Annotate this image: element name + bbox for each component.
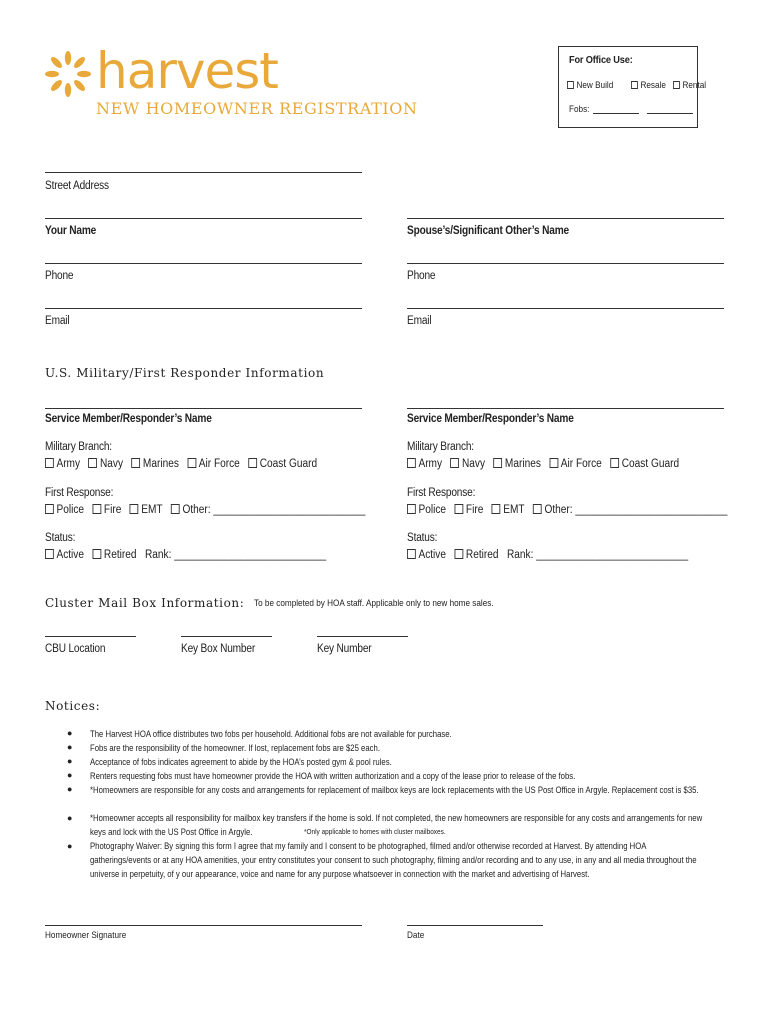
harvest-logo-icon — [44, 50, 92, 98]
homeowner-signature-field[interactable] — [45, 925, 362, 926]
homeowner-signature-label: Homeowner Signature — [45, 930, 127, 941]
office-use-box — [558, 46, 707, 128]
phone-field-left[interactable] — [45, 263, 362, 264]
cbu-location-field[interactable] — [45, 636, 136, 637]
service-member-name-field-left[interactable] — [45, 408, 362, 409]
key-number-label: Key Number — [317, 643, 372, 655]
email-label-right: Email — [407, 315, 432, 327]
brand-name: harvest — [96, 42, 278, 100]
form-title: NEW HOMEOWNER REGISTRATION — [96, 99, 418, 118]
military-heading: U.S. Military/First Responder Information — [45, 366, 325, 380]
option-rental[interactable]: Rental — [673, 80, 706, 91]
service-member-name-label-right: Service Member/Responder’s Name — [407, 413, 574, 425]
option-resale[interactable]: Resale — [631, 80, 666, 91]
branch-options-left — [45, 458, 317, 470]
your-name-field[interactable] — [45, 218, 362, 219]
mailbox-footnote: *Only applicable to homes with cluster mailboxes. — [304, 827, 446, 836]
checkbox-other-right[interactable]: Other: ___________________________ — [533, 504, 727, 516]
rank-field-right[interactable]: Rank: ___________________________ — [506, 549, 689, 561]
key-box-number-label: Key Box Number — [181, 643, 256, 655]
checkbox-police-left[interactable]: Police — [45, 504, 84, 516]
bullet-icon: ● — [67, 742, 73, 752]
bullet-icon: ● — [67, 770, 73, 780]
street-address-label: Street Address — [45, 180, 109, 192]
status-label-left: Status: — [45, 532, 76, 544]
checkbox-active-right[interactable]: Active — [407, 549, 446, 561]
date-field[interactable] — [407, 925, 543, 926]
notices-heading: Notices: — [45, 699, 101, 713]
notice-item: Photography Waiver: By signing this form I agree that my family and I consent to be photographed, filmed and/or otherwise recorded at Harvest. By attending HOA gatherings/events or at any HOA amenities, your entry constitutes your consent to such photography, filming and/or recording and to any use, in any and all media throughout the universe in perpetuity, of y our appearance, voice and name for any purpose whatsoever in connection with the market and advertising of Harvest. — [90, 841, 697, 879]
street-address-field[interactable] — [45, 172, 362, 173]
email-field-right[interactable] — [407, 308, 724, 309]
checkbox-fire-right[interactable]: Fire — [454, 504, 483, 516]
checkbox-coastguard-left[interactable]: Coast Guard — [248, 458, 317, 470]
spouse-name-field[interactable] — [407, 218, 724, 219]
phone-label-right: Phone — [407, 270, 436, 282]
status-options-left — [45, 549, 326, 561]
notice-item: Fobs are the responsibility of the homeowner. If lost, replacement fobs are $25 each. — [90, 743, 380, 753]
checkbox-retired-right[interactable]: Retired — [454, 549, 498, 561]
bullet-icon: ● — [67, 841, 73, 851]
bullet-icon: ● — [67, 813, 73, 823]
mailbox-heading: Cluster Mail Box Information: — [45, 596, 245, 610]
notice-item: Renters requesting fobs must have homeowner provide the HOA with written authorization and a copy of the lease prior to release of the fobs. — [90, 771, 576, 781]
fobs-line-1[interactable] — [593, 113, 639, 114]
first-response-label-right: First Response: — [407, 487, 476, 499]
checkbox-retired-left[interactable]: Retired — [92, 549, 136, 561]
checkbox-fire-left[interactable]: Fire — [92, 504, 121, 516]
checkbox-army-left[interactable]: Army — [45, 458, 80, 470]
office-use-title: For Office Use: — [569, 54, 633, 66]
checkbox-coastguard-right[interactable]: Coast Guard — [610, 458, 679, 470]
email-label-left: Email — [45, 315, 70, 327]
bullet-icon: ● — [67, 728, 73, 738]
status-options-right — [407, 549, 688, 561]
option-new-build[interactable]: New Build — [567, 80, 613, 91]
checkbox-emt-left[interactable]: EMT — [130, 504, 163, 516]
checkbox-navy-left[interactable]: Navy — [89, 458, 123, 470]
phone-field-right[interactable] — [407, 263, 724, 264]
email-field-left[interactable] — [45, 308, 362, 309]
service-member-name-label-left: Service Member/Responder’s Name — [45, 413, 212, 425]
your-name-label: Your Name — [45, 225, 97, 237]
checkbox-active-left[interactable]: Active — [45, 549, 84, 561]
bullet-icon: ● — [67, 756, 73, 766]
checkbox-marines-right[interactable]: Marines — [493, 458, 540, 470]
notice-item: The Harvest HOA office distributes two fobs per household. Additional fobs are not available for purchase. — [90, 729, 452, 739]
key-box-number-field[interactable] — [181, 636, 272, 637]
date-label: Date — [407, 930, 425, 941]
checkbox-police-right[interactable]: Police — [407, 504, 446, 516]
checkbox-army-right[interactable]: Army — [407, 458, 442, 470]
rank-field-left[interactable]: Rank: ___________________________ — [144, 549, 327, 561]
cbu-location-label: CBU Location — [45, 643, 106, 655]
notice-item: *Homeowners are responsible for any costs and arrangements for replacement of mailbox keys are lock replacements with the US Post Office in Argyle. Replacement cost is $35. — [90, 785, 699, 795]
first-response-label-left: First Response: — [45, 487, 114, 499]
mailbox-note: To be completed by HOA staff. Applicable only to new home sales. — [254, 598, 494, 609]
checkbox-marines-left[interactable]: Marines — [131, 458, 178, 470]
bullet-icon: ● — [67, 784, 73, 794]
service-member-name-field-right[interactable] — [407, 408, 724, 409]
checkbox-airforce-left[interactable]: Air Force — [187, 458, 239, 470]
spouse-name-label: Spouse’s/Significant Other’s Name — [407, 225, 569, 237]
notice-item: Acceptance of fobs indicates agreement to abide by the HOA’s posted gym & pool rules. — [90, 757, 392, 767]
checkbox-emt-right[interactable]: EMT — [492, 504, 525, 516]
fobs-line-2[interactable] — [647, 113, 693, 114]
checkbox-airforce-right[interactable]: Air Force — [549, 458, 601, 470]
military-branch-label-right: Military Branch: — [407, 441, 474, 453]
response-options-right — [407, 504, 727, 516]
checkbox-other-left[interactable]: Other: ___________________________ — [171, 504, 365, 516]
key-number-field[interactable] — [317, 636, 408, 637]
military-branch-label-left: Military Branch: — [45, 441, 112, 453]
phone-label-left: Phone — [45, 270, 74, 282]
notice-item: *Homeowner accepts all responsibility for mailbox key transfers if the home is sold. If not completed, the new homeowners are responsible for any costs and arrangements for new keys and lock with the US Post Office in Argyle. — [90, 813, 703, 837]
fobs-label: Fobs: — [569, 104, 590, 115]
response-options-left — [45, 504, 365, 516]
checkbox-navy-right[interactable]: Navy — [451, 458, 485, 470]
branch-options-right — [407, 458, 679, 470]
status-label-right: Status: — [407, 532, 438, 544]
